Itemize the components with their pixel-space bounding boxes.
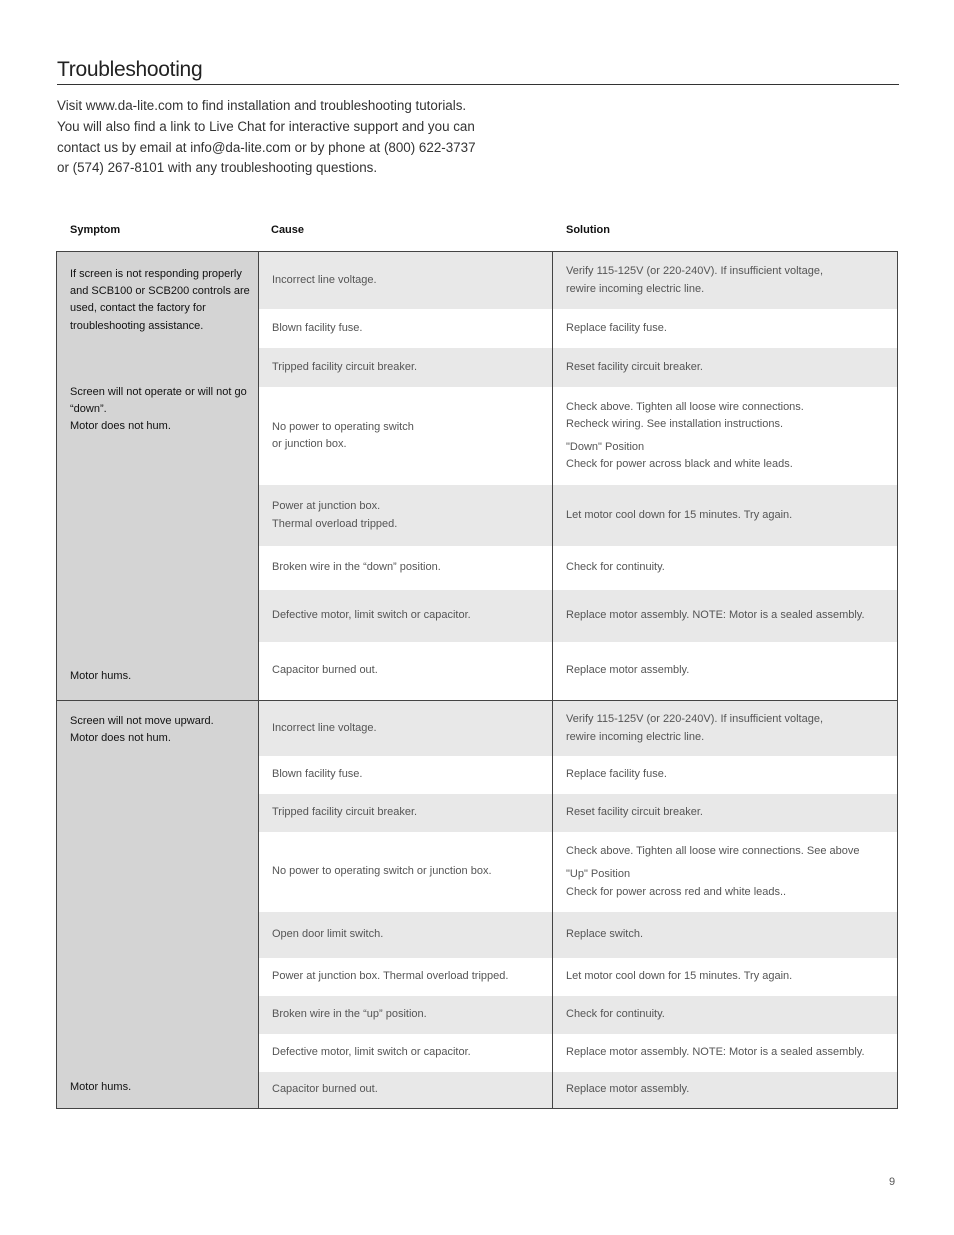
table-section-down: [56, 251, 898, 701]
cause-cell: Defective motor, limit switch or capacitor.: [272, 609, 471, 622]
cause-cell: Open door limit switch.: [272, 928, 384, 941]
solution-line: Replace motor assembly.: [566, 1083, 690, 1096]
cause-cell: Incorrect line voltage.: [272, 721, 377, 734]
header-cause: Cause: [271, 224, 305, 236]
table-row: [259, 252, 897, 309]
column-divider: [552, 701, 553, 1108]
column-divider: [552, 252, 553, 700]
table-row: [259, 348, 897, 387]
solution-cell: [566, 794, 896, 832]
solution-cell: [566, 701, 896, 756]
table-row: [259, 996, 897, 1034]
table-row: [259, 912, 897, 958]
solution-line: Let motor cool down for 15 minutes. Try again.: [566, 508, 793, 521]
cause-cell: Blown facility fuse.: [272, 768, 363, 781]
solution-line: "Down" Position: [566, 441, 645, 453]
solution-line: Let motor cool down for 15 minutes. Try again.: [566, 970, 793, 983]
solution-cell: [566, 832, 896, 912]
solution-cell: [566, 996, 896, 1034]
header-symptom: Symptom: [70, 224, 121, 236]
cause-cell: No power to operating switch or junction box.: [272, 420, 414, 450]
solution-line: Check for continuity.: [566, 1008, 665, 1021]
cause-cell: No power to operating switch or junction box.: [272, 865, 492, 878]
solution-cell: [566, 912, 896, 958]
table-row: [259, 642, 897, 700]
header-solution: Solution: [566, 224, 610, 236]
symptom-text: If screen is not responding properly and SCB100 or SCB200 controls are used, contact the factory for troubleshooting assistance.: [70, 268, 250, 332]
symptom-text: Screen will not move upward. Motor does not hum.: [70, 715, 214, 745]
cause-cell: Tripped facility circuit breaker.: [272, 806, 418, 819]
table-row: [259, 794, 897, 832]
page-title: Troubleshooting: [57, 58, 899, 85]
solution-cell: [566, 756, 896, 794]
table-row: [259, 958, 897, 996]
table-section-up: [56, 700, 898, 1109]
solution-cell: [566, 958, 896, 996]
solution-cell: [566, 348, 896, 387]
solution-line: Reset facility circuit breaker.: [566, 360, 703, 373]
symptom-column: [57, 252, 259, 700]
cause-cell: Tripped facility circuit breaker.: [272, 360, 418, 373]
table-row: [259, 309, 897, 348]
table-row: [259, 832, 897, 912]
table-row: [259, 590, 897, 642]
solution-line: Recheck wiring. See installation instructions.: [566, 417, 784, 430]
symptom-column: [57, 701, 259, 1108]
solution-line: rewire incoming electric line.: [566, 282, 705, 295]
solution-cell: [566, 642, 896, 700]
table-row: [259, 756, 897, 794]
solution-line: Replace facility fuse.: [566, 321, 667, 334]
solution-cell: [566, 1034, 896, 1072]
table-row: [259, 546, 897, 590]
intro-paragraph: Visit www.da-lite.com to find installation and troubleshooting tutorials. You will also find a link to Live Chat for interactive support and you can contact us by email at info@da-lite.com or by phone at (800) 622-3737 or (574) 267-8101 with any troubleshooting questions.: [57, 98, 476, 176]
solution-line: rewire incoming electric line.: [566, 730, 705, 743]
solution-cell: [566, 252, 896, 309]
solution-line: Replace motor assembly. NOTE: Motor is a sealed assembly.: [566, 609, 865, 622]
solution-cell: [566, 309, 896, 348]
symptom-text: Motor hums.: [70, 1081, 132, 1093]
symptom-text: Motor hums.: [70, 670, 132, 682]
solution-cell: [566, 387, 896, 485]
table-row: [259, 387, 897, 485]
cause-cell: Power at junction box. Thermal overload tripped.: [272, 970, 509, 983]
solution-cell: [566, 590, 896, 642]
solution-line: Check above. Tighten all loose wire connections.: [566, 400, 804, 413]
solution-line: Replace facility fuse.: [566, 768, 667, 781]
cause-cell: Capacitor burned out.: [272, 664, 378, 677]
table-row: [259, 485, 897, 546]
table-row: [259, 1034, 897, 1072]
solution-line: Check for continuity.: [566, 561, 665, 574]
solution-line: Replace motor assembly. NOTE: Motor is a sealed assembly.: [566, 1046, 865, 1059]
cause-cell: Power at junction box. Thermal overload tripped.: [272, 500, 398, 530]
cause-cell: Capacitor burned out.: [272, 1083, 378, 1096]
solution-line: Replace switch.: [566, 928, 644, 941]
cause-cell: Blown facility fuse.: [272, 321, 363, 334]
page-number: 9: [889, 1176, 896, 1188]
symptom-text: Screen will not operate or will not go “down”. Motor does not hum.: [70, 386, 247, 433]
solution-line: Check for power across red and white leads..: [566, 885, 787, 898]
cause-cell: Defective motor, limit switch or capacitor.: [272, 1046, 471, 1059]
solution-cell: [566, 546, 896, 590]
solution-line: Check for power across black and white leads.: [566, 458, 793, 471]
cause-cell: Incorrect line voltage.: [272, 273, 377, 286]
solution-line: Verify 115-125V (or 220-240V). If insufficient voltage,: [566, 713, 824, 726]
table-row: [259, 1072, 897, 1108]
solution-line: Check above. Tighten all loose wire connections. See above: [566, 845, 860, 858]
cause-cell: Broken wire in the “up” position.: [272, 1008, 427, 1021]
table-row: [259, 701, 897, 756]
solution-cell: [566, 1072, 896, 1108]
solution-cell: [566, 485, 896, 546]
solution-line: Replace motor assembly.: [566, 664, 690, 677]
cause-cell: Broken wire in the “down” position.: [272, 561, 441, 574]
solution-line: Reset facility circuit breaker.: [566, 806, 703, 819]
solution-line: "Up" Position: [566, 868, 631, 881]
solution-line: Verify 115-125V (or 220-240V). If insufficient voltage,: [566, 265, 824, 278]
